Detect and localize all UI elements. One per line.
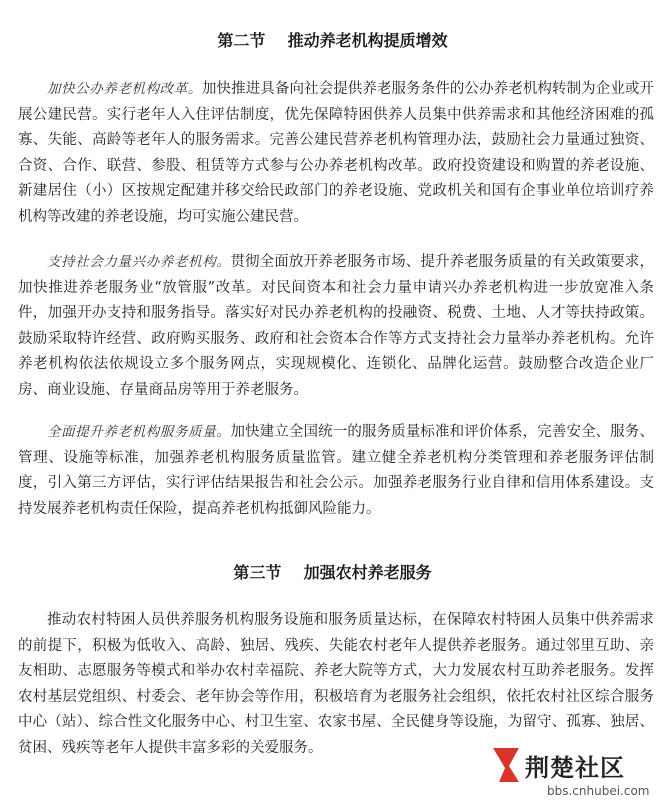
section-2-heading: 第二节 推动养老机构提质增效: [217, 31, 448, 50]
watermark-url: bbs.cnhubei.com: [547, 784, 650, 798]
paragraph-public-institution-reform: [18, 77, 654, 231]
paragraph-lead: 加快公办养老机构改革。: [47, 81, 202, 97]
paragraph-lead: 全面提升养老机构服务质量。: [47, 424, 231, 440]
paragraph-body: 贯彻全面放开养老服务市场、提升养老服务质量的有关政策要求，加快推进养老服务业“放管服”改革。对民间资本和社会力量申请兴办养老机构进一步放宽准入条件，加强开办支持和服务指导。落实好对民办养老机构的投融资、税费、土地、人才等扶持政策。鼓励采取特许经营、政府购买服务、政府和社会资本合作等方式支持社会力量举办养老机构。允许养老机构依法依规设立多个服务网点，实现规模化、连锁化、品牌化运营。鼓励整合改造企业厂房、商业设施、存量商品房等用于养老服务。: [18, 254, 655, 398]
paragraph-body: 加快建立全国统一的服务质量标准和评价体系，完善安全、服务、管理、设施等标准，加强养老机构服务质量监管。建立健全养老机构分类管理和养老服务评估制度，引入第三方评估，实行评估结果报告和社会公示。加强养老服务行业自律和信用体系建设。支持发展养老机构责任保险，提高养老机构抵御风险能力。: [18, 424, 655, 517]
paragraph-lead: 支持社会力量兴办养老机构。: [47, 254, 231, 270]
paragraph-rural-elderly-services: [18, 608, 654, 762]
site-watermark: [489, 746, 659, 804]
paragraph-service-quality: [18, 420, 654, 522]
paragraph-body: 推动农村特困人员供养服务机构服务设施和服务质量达标，在保障农村特困人员集中供养需求的前提下，积极为低收入、高龄、独居、残疾、失能农村老年人提供养老服务。通过邻里互助、亲友相助、志愿服务等模式和举办农村幸福院、养老大院等方式，大力发展农村互助养老服务。发挥农村基层党组织、村委会、老年协会等作用，积极培育为老服务社会组织，依托农村社区综合服务中心（站）、综合性文化服务中心、村卫生室、农家书屋、全民健身等设施，为留守、孤寡、独居、贫困、残疾等老年人提供丰富多彩的关爱服务。: [18, 612, 654, 756]
paragraph-social-forces: [18, 250, 654, 404]
watermark-site-name: 荆楚社区: [525, 754, 625, 782]
section-3-heading: 第三节 加强农村养老服务: [233, 563, 432, 582]
paragraph-body: 加快推进具备向社会提供养老服务条件的公办养老机构转制为企业或开展公建民营。实行老年人入住评估制度，优先保障特困供养人员集中供养需求和其他经济困难的孤寡、失能、高龄等老年人的服务需求。完善公建民营养老机构管理办法，鼓励社会力量通过独资、合资、合作、联营、参股、租赁等方式参与公办养老机构改革。政府投资建设和购置的养老设施、新建居住（小）区按规定配建并移交给民政部门的养老设施、党政机关和国有企事业单位培训疗养机构等改建的养老设施，均可实施公建民营。: [18, 81, 655, 225]
watermark-logo-icon: [489, 746, 523, 784]
